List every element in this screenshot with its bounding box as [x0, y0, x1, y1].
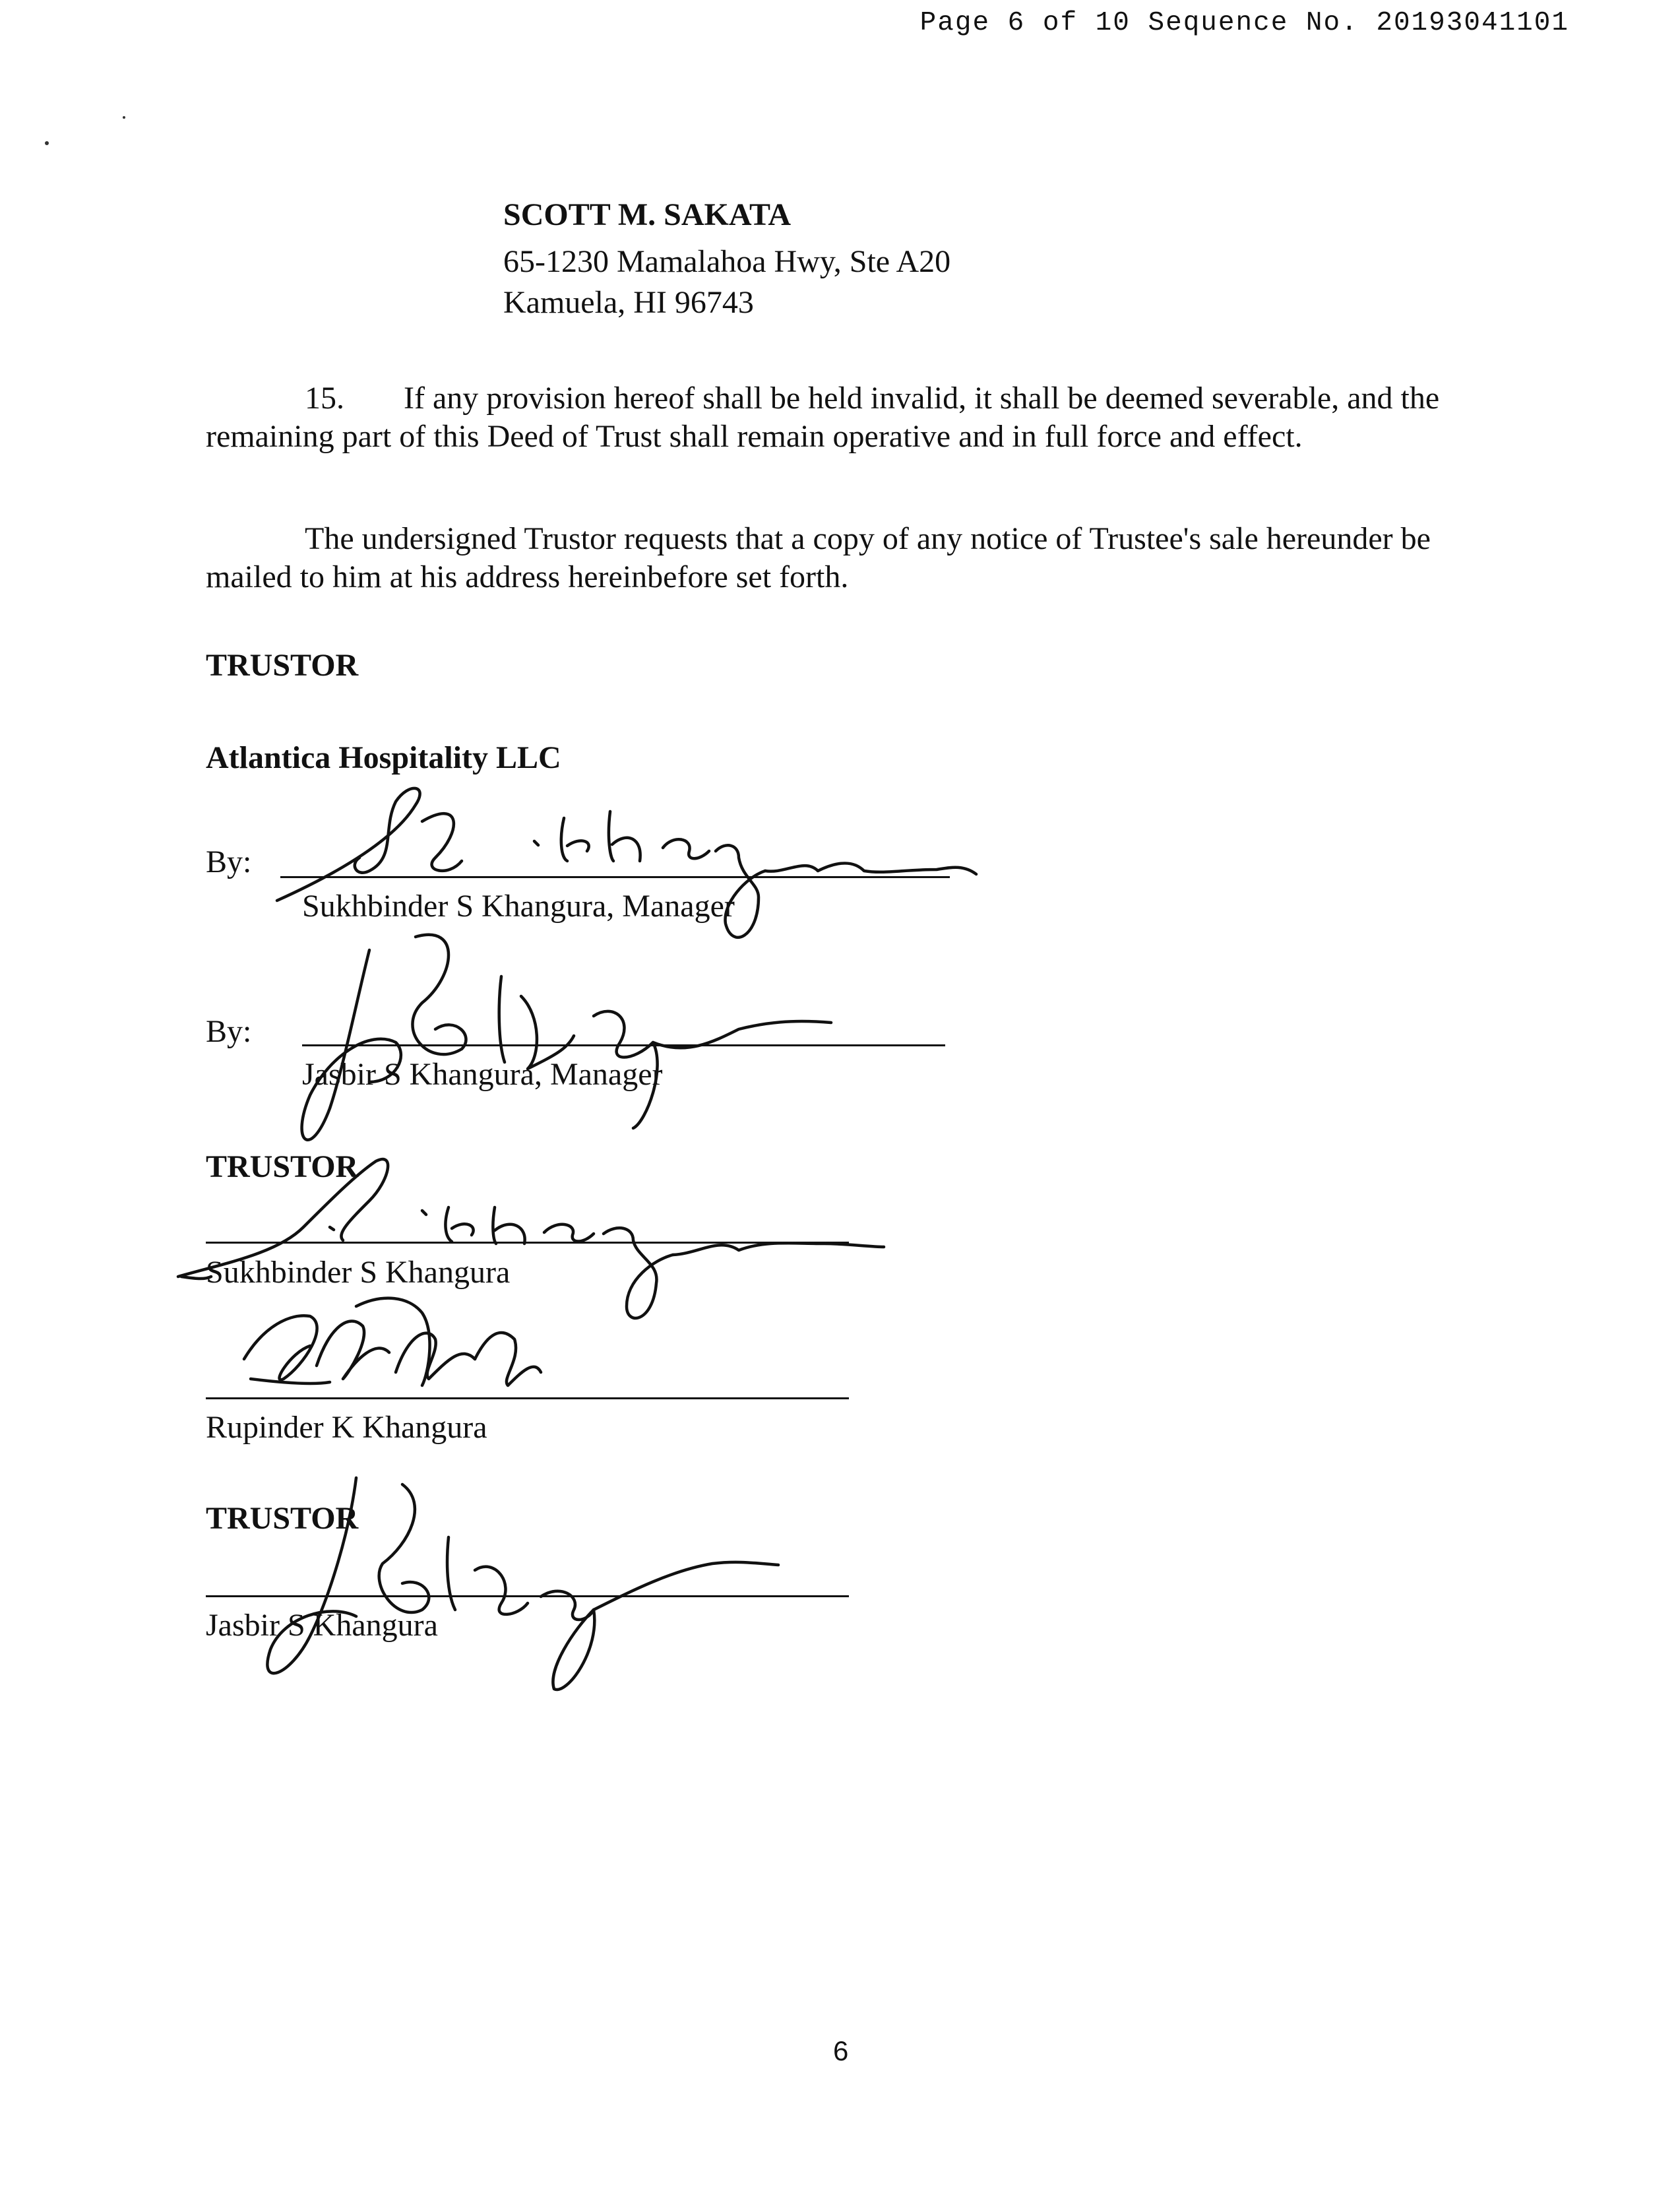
paragraph-text: If any provision hereof shall be held invalid, it shall be deemed severable, and the remaining part of this Deed of Trust shall remain operative and in full force and effect.: [206, 381, 1440, 454]
signature-rupinder: [244, 1298, 541, 1385]
signer-name: Jasbir S Khangura, Manager: [302, 1057, 663, 1092]
trustee-name: SCOTT M. SAKATA: [503, 197, 792, 232]
trustor-heading: TRUSTOR: [206, 648, 359, 683]
signature-jasbir-2: [267, 1478, 778, 1690]
paragraph-number: 15.: [305, 381, 344, 416]
signature-sukhbinder-1: [277, 788, 976, 937]
entity-name: Atlantica Hospitality LLC: [206, 740, 561, 775]
by-label: By:: [206, 1014, 252, 1049]
signer-name: Jasbir S Khangura: [206, 1608, 438, 1643]
signer-name: Rupinder K Khangura: [206, 1410, 487, 1445]
trustor-heading: TRUSTOR: [206, 1149, 359, 1184]
signer-name: Sukhbinder S Khangura, Manager: [302, 889, 735, 924]
signer-name: Sukhbinder S Khangura: [206, 1255, 511, 1290]
page-number: 6: [833, 2035, 849, 2066]
signature-jasbir-1: [302, 935, 831, 1140]
trustee-address-line2: Kamuela, HI 96743: [503, 285, 754, 320]
trustor-heading: TRUSTOR: [206, 1501, 359, 1536]
fax-header-stamp: Page 6 of 10 Sequence No. 20193041101: [919, 8, 1569, 38]
trustee-address-line1: 65-1230 Mamalahoa Hwy, Ste A20: [503, 244, 951, 279]
paragraph-text: The undersigned Trustor requests that a copy of any notice of Trustee's sale hereunder be mailed to him at his address hereinbefore set forth.: [206, 521, 1431, 594]
by-label: By:: [206, 844, 252, 879]
signature-sukhbinder-2: [178, 1159, 884, 1318]
